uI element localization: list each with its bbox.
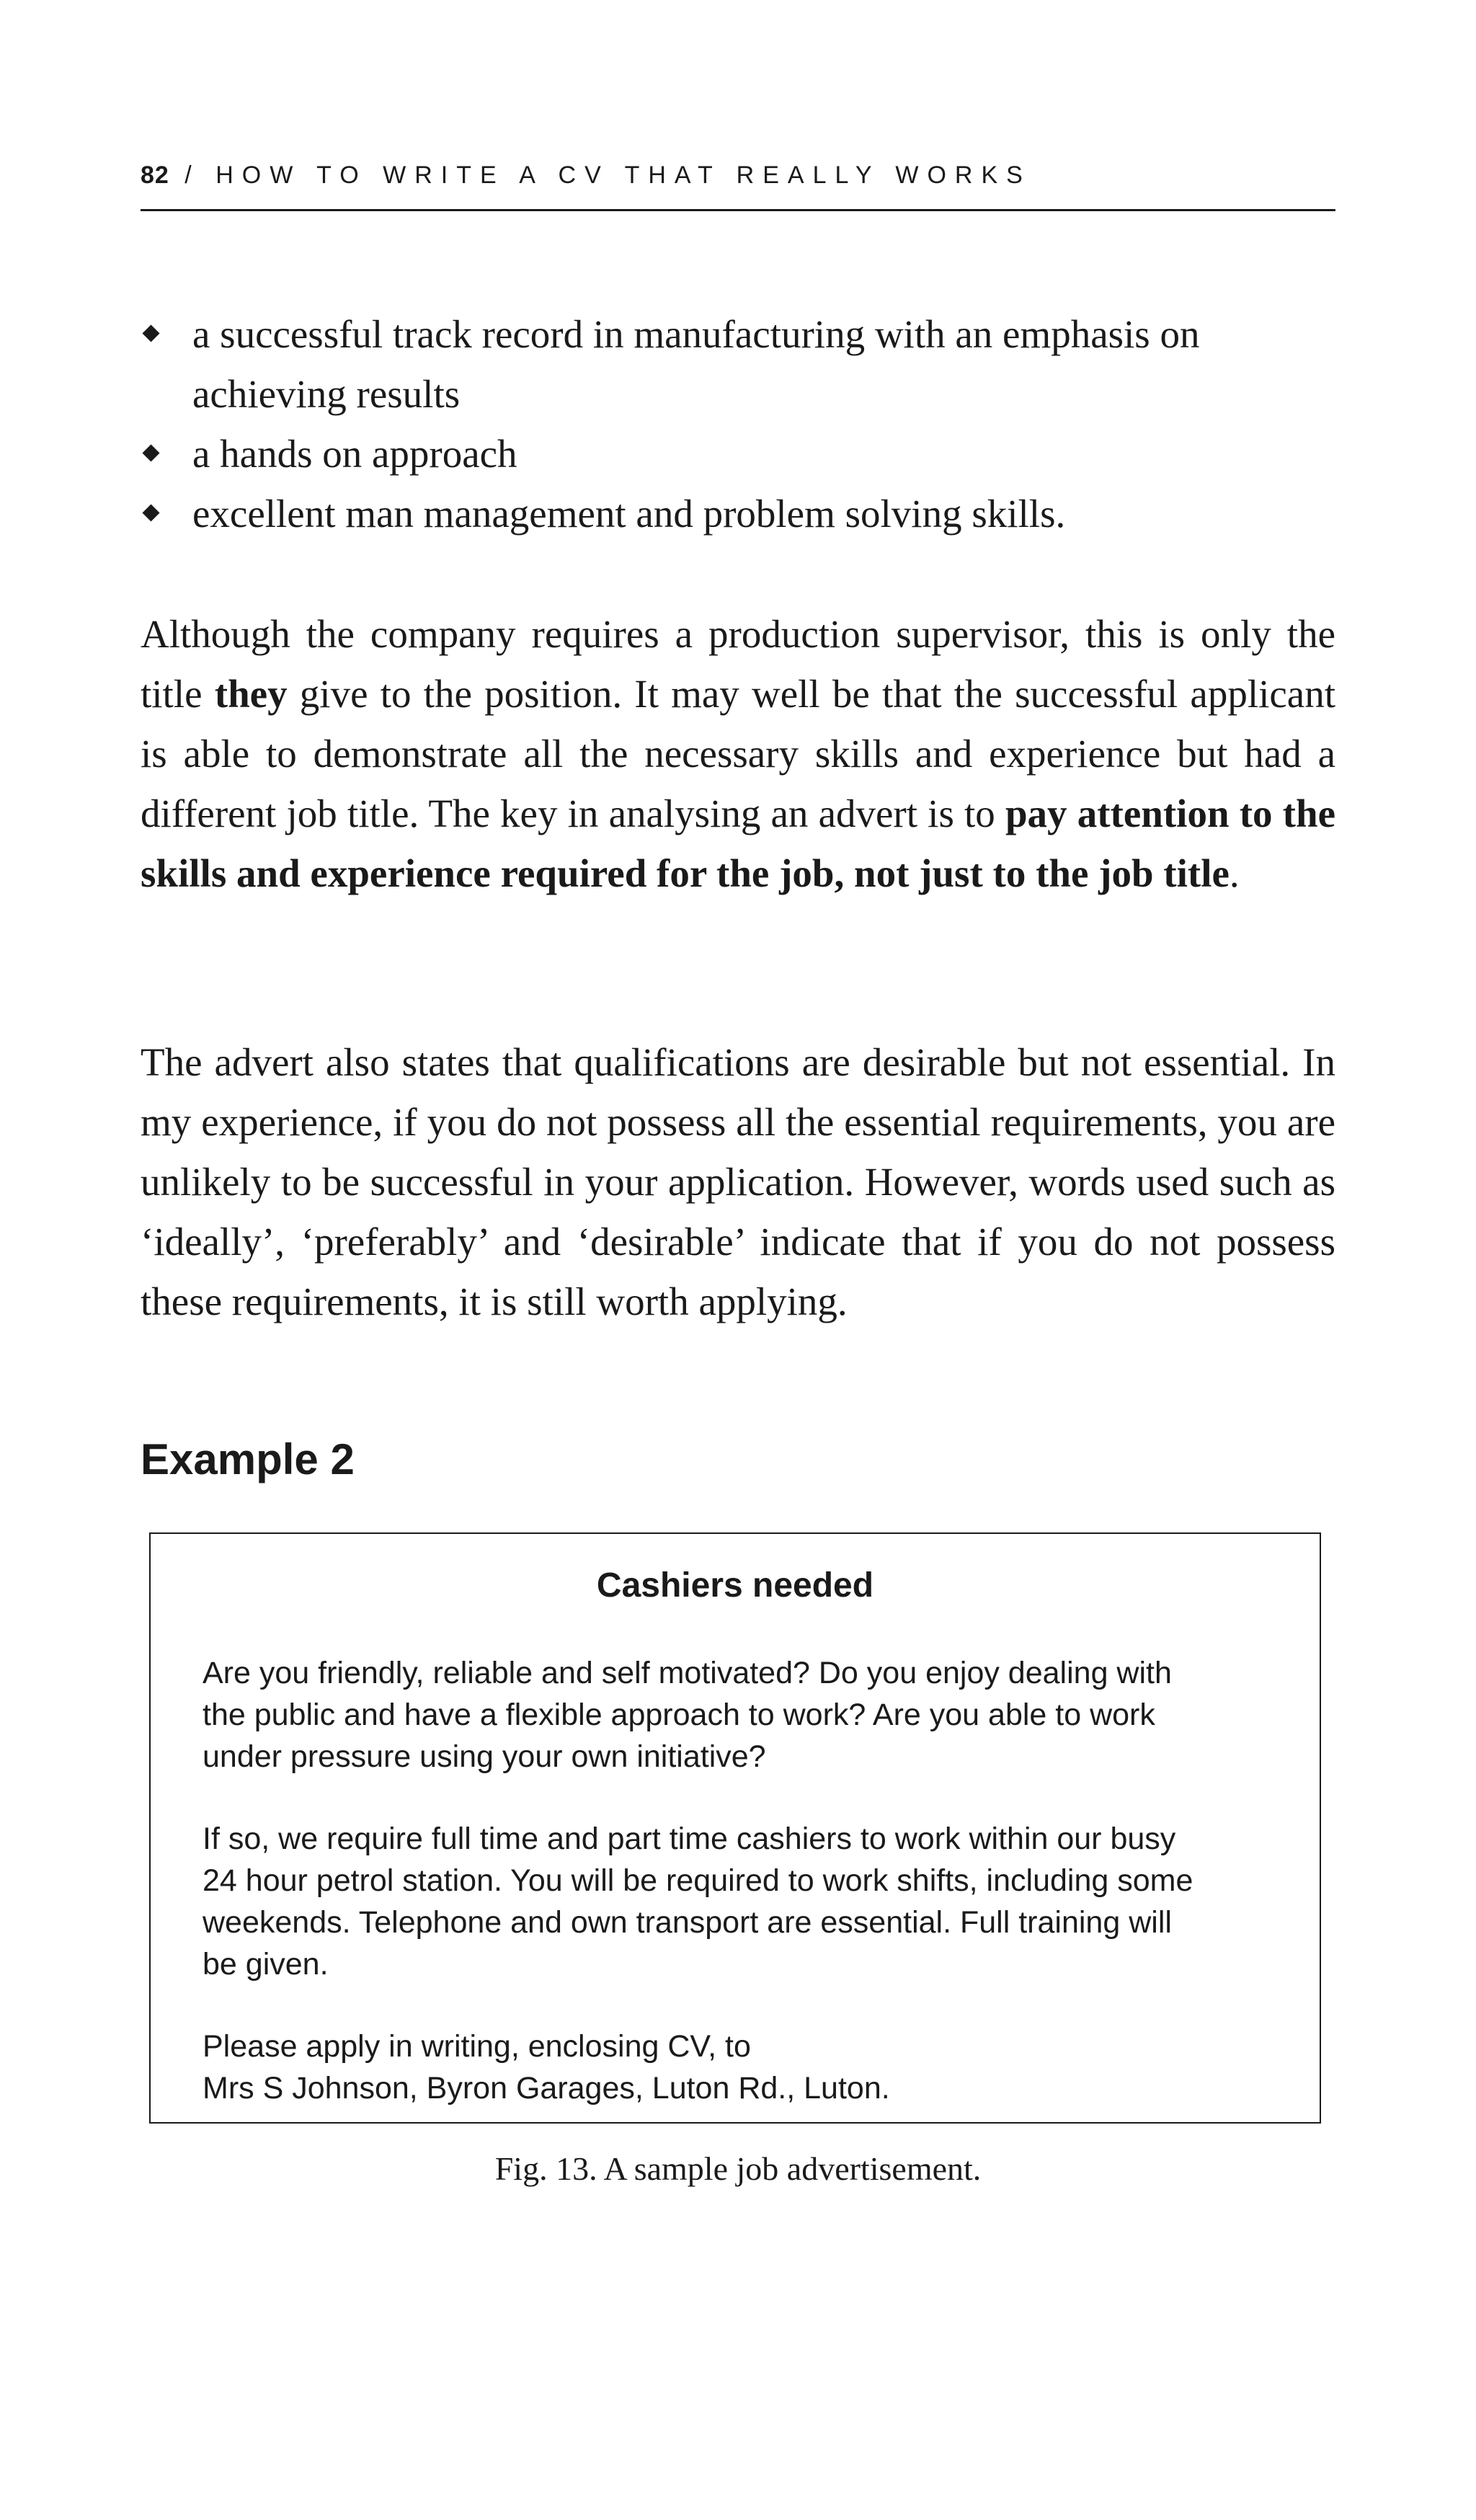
advert-title: Cashiers needed [596, 1566, 874, 1605]
paragraph-text: . [1229, 851, 1240, 895]
bold-text: they [214, 672, 288, 716]
paragraph-text: give to the position. It may well be that the successful applicant is able to demonstrate all the necessary skills and experience but had a different job title. The key in analysing an advert is to [141, 672, 1335, 835]
body-paragraph-1 [141, 604, 1335, 903]
bullet-item [141, 484, 1335, 544]
advert-line: the public and have a flexible approach to work? Are you able to work [203, 1698, 1155, 1732]
paragraph-text: Although the company requires a production supervisor, this is only the title [141, 612, 1335, 716]
bullet-item [141, 304, 1335, 424]
advert-paragraph-3 [203, 2026, 1276, 2109]
advert-line: Mrs S Johnson, Byron Garages, Luton Rd., Luton. [203, 2071, 890, 2106]
job-advert-box [149, 1532, 1321, 2124]
page-number: 82 [141, 161, 169, 189]
running-head-title: HOW TO WRITE A CV THAT REALLY WORKS [215, 161, 1031, 189]
advert-line: weekends. Telephone and own transport are essential. Full training will [203, 1905, 1172, 1940]
body-paragraph-2: The advert also states that qualifications are desirable but not essential. In my experience, if you do not possess all the essential requirements, you are unlikely to be successful in your application. However, words used such as ‘ideally’, ‘preferably’ and ‘desirable’ indicate that if you do not possess these requirements, it is still worth applying. [141, 1040, 1335, 1323]
bullet-text: excellent man management and problem solving skills. [192, 492, 1066, 536]
advert-line: under pressure using your own initiative? [203, 1739, 766, 1774]
advert-paragraph-2 [203, 1818, 1276, 1985]
diamond-bullet-icon [142, 444, 159, 461]
advert-line: Are you friendly, reliable and self motivated? Do you enjoy dealing with [203, 1656, 1172, 1690]
advert-line: be given. [203, 1947, 329, 1982]
bullet-text: a hands on approach [192, 432, 517, 476]
advert-paragraph-1 [203, 1652, 1276, 1778]
diamond-bullet-icon [142, 504, 159, 521]
header-rule [141, 209, 1335, 211]
bullet-text: a successful track record in manufacturing with an emphasis on achieving results [192, 312, 1200, 416]
advert-line: Please apply in writing, enclosing CV, to [203, 2029, 751, 2064]
bullet-item [141, 424, 1335, 484]
figure-caption: Fig. 13. A sample job advertisement. [494, 2150, 982, 2187]
section-heading: Example 2 [141, 1435, 355, 1483]
diamond-bullet-icon [142, 324, 159, 342]
advert-line: 24 hour petrol station. You will be required to work shifts, including some [203, 1863, 1193, 1898]
bold-text: pay attention to the skills and experience required for the job, not just to the job title [141, 791, 1335, 895]
bullet-list [141, 304, 1335, 544]
advert-line: If so, we require full time and part time cashiers to work within our busy [203, 1822, 1176, 1856]
running-head [141, 161, 1335, 190]
running-head-separator: / [184, 161, 200, 189]
